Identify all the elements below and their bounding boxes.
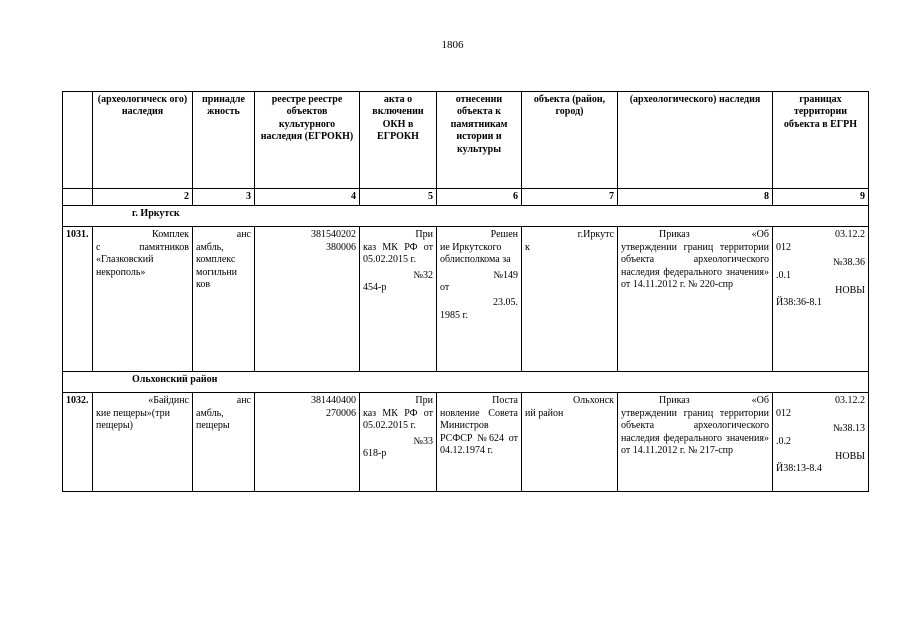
object-name-cell: [93, 393, 193, 492]
decision-cell: [437, 393, 522, 492]
object-name-text: с памятников «Глазковский некрополь»: [96, 241, 189, 278]
order-line: Приказ «Об: [659, 395, 769, 407]
heritage-registry-table: [62, 91, 869, 492]
header-col-5: акта о включении ОКН в ЕГРОКН: [360, 92, 437, 189]
egrn-number-suffix: .0.2: [776, 435, 791, 447]
act-number: №33: [413, 435, 433, 447]
egrn-date: 03.12.2: [835, 229, 865, 241]
location-cell: [522, 393, 618, 492]
object-name-line: Комплек: [152, 229, 189, 241]
egrn-number: №38.13: [832, 423, 865, 435]
egrn-zone: НОВЫ: [835, 451, 865, 463]
location-text: к: [525, 241, 530, 253]
act-number-suffix: 454-р: [363, 282, 387, 294]
registry-number: 381440400 270006: [311, 395, 356, 419]
object-type-cell: [193, 393, 255, 492]
location-line: Ольхонск: [572, 395, 614, 407]
location-line: г.Иркутс: [577, 229, 614, 241]
object-type-line: анс: [236, 229, 251, 241]
egrn-number-suffix: .0.1: [776, 269, 791, 281]
decision-from: от: [440, 282, 450, 294]
header-col-1: [63, 92, 93, 189]
order-cell: [618, 393, 773, 492]
act-line: При: [415, 395, 433, 407]
location-cell: [522, 227, 618, 372]
row-number: 1031.: [63, 227, 93, 372]
decision-year: 1985 г.: [440, 309, 468, 321]
act-text: каз МК РФ от 05.02.2015 г.: [363, 241, 433, 266]
object-name-text: кие пещеры»(три пещеры): [96, 407, 170, 432]
col-number: 2: [93, 189, 193, 206]
egrn-zone: НОВЫ: [835, 285, 865, 297]
col-number: 5: [360, 189, 437, 206]
decision-text: ие Иркутского облисполкома за: [440, 241, 511, 266]
col-number: [63, 189, 93, 206]
act-number: №32: [413, 269, 433, 281]
header-row: [63, 92, 869, 189]
col-number: 8: [618, 189, 773, 206]
header-col-4: реестре реестре объектов культурного наследия (ЕГРОКН): [255, 92, 360, 189]
section-title: Ольхонский район: [132, 374, 218, 386]
section-title: г. Иркутск: [132, 208, 180, 220]
decision-date: 23.05.: [493, 297, 518, 309]
header-col-2: (археологическ ого) наследия: [93, 92, 193, 189]
section-row-olkhon: [63, 372, 869, 393]
section-row-irkutsk: [63, 206, 869, 227]
egrn-zone-code: Й38:13-8.4: [776, 463, 822, 475]
order-cell: [618, 227, 773, 372]
decision-line: Поста: [492, 395, 518, 407]
object-name-line: «Байдинс: [148, 395, 189, 407]
order-text: утверждении границ территории объекта археологического наследия федерального значения» от 14.11.2012 г. № 217-спр: [621, 407, 769, 457]
object-type-text: амбль, пещеры: [196, 407, 230, 432]
egrn-year: 012: [776, 407, 791, 419]
header-col-7: объекта (район, город): [522, 92, 618, 189]
act-number-suffix: 618-р: [363, 448, 387, 460]
header-col-3: принадле жность: [193, 92, 255, 189]
egrn-number: №38.36: [832, 257, 865, 269]
header-col-9: границах территории объекта в ЕГРН: [773, 92, 869, 189]
object-type-line: анс: [236, 395, 251, 407]
egrn-year: 012: [776, 241, 791, 253]
col-number: 9: [773, 189, 869, 206]
egrn-date: 03.12.2: [835, 395, 865, 407]
table-row: [63, 227, 869, 372]
table-row: [63, 393, 869, 492]
object-type-cell: [193, 227, 255, 372]
col-number: 3: [193, 189, 255, 206]
location-text: ий район: [525, 407, 564, 419]
object-name-cell: [93, 227, 193, 372]
header-col-8: (археологического) наследия: [618, 92, 773, 189]
registry-number-cell: [255, 227, 360, 372]
object-type-text: амбль, комплекс могильни ков: [196, 241, 238, 291]
egrn-zone-code: Й38:36-8.1: [776, 297, 822, 309]
registry-number: 381540202 380006: [311, 229, 356, 253]
decision-cell: [437, 227, 522, 372]
column-number-row: [63, 189, 869, 206]
decision-text: новление Совета Министров РСФСР №624 от 04.12.1974 г.: [440, 407, 518, 457]
act-cell: [360, 393, 437, 492]
row-number: 1032.: [63, 393, 93, 492]
header-col-6: отнесении объекта к памятникам истории и культуры: [437, 92, 522, 189]
order-text: утверждении границ территории объекта археологического наследия федерального значения» от 14.11.2012 г. № 220-спр: [621, 241, 769, 291]
col-number: 7: [522, 189, 618, 206]
col-number: 4: [255, 189, 360, 206]
act-text: каз МК РФ от 05.02.2015 г.: [363, 407, 433, 432]
egrn-cell: [773, 393, 869, 492]
decision-number: №149: [493, 269, 518, 281]
act-cell: [360, 227, 437, 372]
order-line: Приказ «Об: [659, 229, 769, 241]
decision-line: Решен: [490, 229, 518, 241]
egrn-cell: [773, 227, 869, 372]
col-number: 6: [437, 189, 522, 206]
act-line: При: [415, 229, 433, 241]
registry-number-cell: [255, 393, 360, 492]
page-number: 1806: [441, 39, 464, 51]
